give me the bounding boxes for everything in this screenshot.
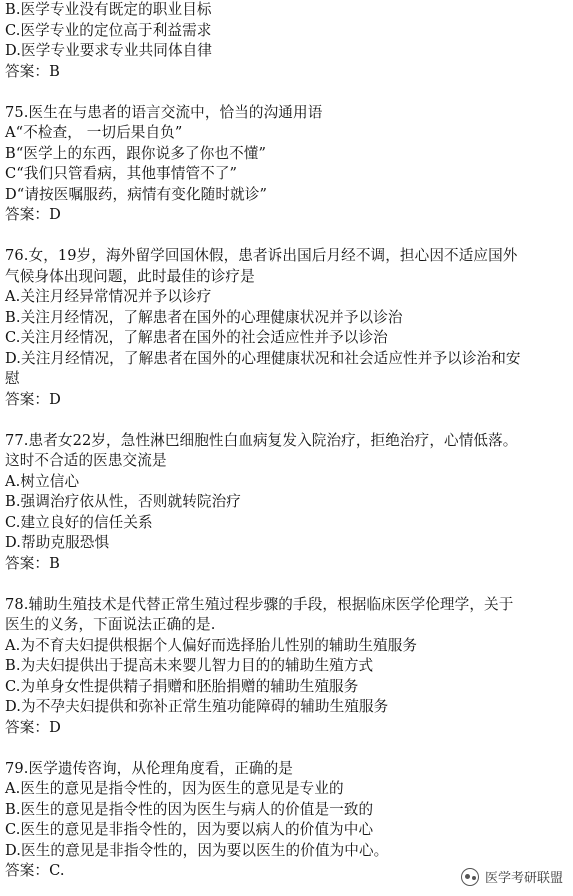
question-75: [5, 103, 565, 226]
option-text: D.为不孕夫妇提供和弥补正常生殖功能障碍的辅助生殖服务: [5, 698, 389, 715]
option-text: A.树立信心: [5, 472, 80, 490]
question-78: [5, 595, 565, 739]
option-text: D.医生的意见是非指令性的，因为要以医生的价值为中心。: [5, 841, 389, 859]
option-text: D.医学专业要求专业共同体自律: [5, 42, 213, 59]
option-text: B“医学上的东西，跟你说多了你也不懂”: [5, 144, 267, 162]
option-text: A.关注月经异常情况并予以诊疗: [5, 288, 212, 305]
option-text: C.医学专业的定位高于利益需求: [5, 21, 212, 39]
option-text: A“不检查， 一切后果自负”: [5, 124, 183, 141]
option-text: C.医生的意见是非指令性的，因为要以病人的价值为中心: [5, 821, 374, 838]
option-text: D.帮助克服恐惧: [5, 534, 110, 551]
question-stem: 77.患者女22岁，急性淋巴细胞性白血病复发入院治疗，拒绝治疗，心情低落。: [5, 431, 518, 449]
answer-text: 答案：D: [5, 718, 61, 736]
question-77: [5, 431, 565, 575]
watermark: [461, 867, 563, 886]
question-76: [5, 246, 565, 410]
option-text: B.医生的意见是指令性的因为医生与病人的价值是一致的: [5, 800, 374, 818]
question-79: [5, 759, 565, 882]
option-text: B.为夫妇提供出于提高未来婴儿智力目的的辅助生殖方式: [5, 657, 374, 674]
option-text: C.为单身女性提供精子捐赠和胚胎捐赠的辅助生殖服务: [5, 677, 359, 695]
option-text: C.建立良好的信任关系: [5, 513, 153, 531]
option-text: B.关注月经情况，了解患者在国外的心理健康状况并予以诊治: [5, 308, 403, 326]
watermark-text: 医学考研联盟: [484, 871, 563, 886]
document-page: [5, 0, 565, 882]
answer-text: 答案：B: [5, 62, 60, 80]
wechat-icon: [461, 868, 479, 886]
question-stem: 78.辅助生殖技术是代替正常生殖过程步骤的手段，根据临床医学伦理学，关于: [5, 595, 514, 613]
option-text: A.为不育夫妇提供根据个人偏好而选择胎儿性别的辅助生殖服务: [5, 636, 418, 654]
option-text: D“请按医嘱服药，病情有变化随时就诊”: [5, 185, 268, 203]
question-stem: 这时不合适的医患交流是: [5, 452, 167, 469]
answer-text: 答案：D: [5, 206, 61, 223]
option-text: B.强调治疗依从性，否则就转院治疗: [5, 493, 241, 510]
prev-question-tail: [5, 0, 565, 82]
option-text: A.医生的意见是指令性的，因为医生的意见是专业的: [5, 780, 344, 797]
option-text: 慰: [5, 370, 20, 387]
answer-text: 答案：C.: [5, 862, 65, 879]
answer-text: 答案：D: [5, 390, 61, 408]
answer-text: 答案：B: [5, 554, 60, 572]
option-text: B.医学专业没有既定的职业目标: [5, 1, 212, 18]
question-stem: 气候身体出现问题，此时最佳的诊疗是: [5, 267, 255, 285]
option-text: C“我们只管看病，其他事情管不了”: [5, 165, 238, 182]
question-stem: 75.医生在与患者的语言交流中，恰当的沟通用语: [5, 103, 323, 121]
question-stem: 医生的义务，下面说法正确的是.: [5, 616, 216, 633]
option-text: D.关注月经情况，了解患者在国外的心理健康状况和社会适应性并予以诊治和安: [5, 349, 521, 367]
question-stem: 79.医学遗传咨询，从伦理角度看，正确的是: [5, 759, 293, 777]
question-stem: 76.女，19岁，海外留学回国休假，患者诉出国后月经不调，担心因不适应国外: [5, 247, 518, 264]
option-text: C.关注月经情况，了解患者在国外的社会适应性并予以诊治: [5, 329, 388, 346]
